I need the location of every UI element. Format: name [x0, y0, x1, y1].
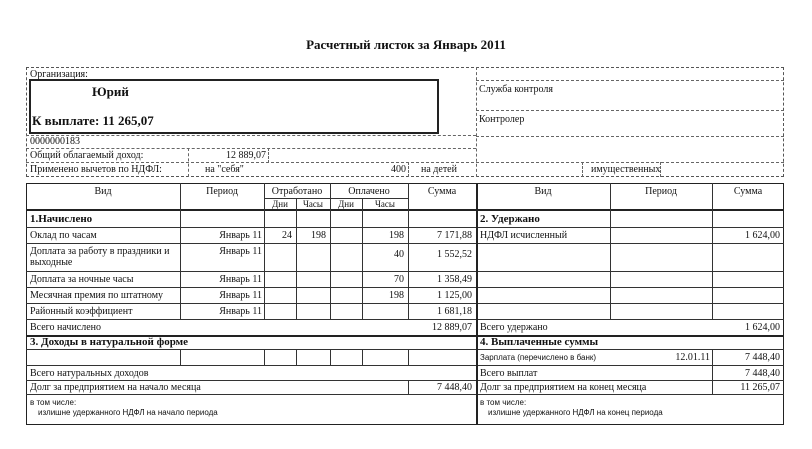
withheld-sum: 1 624,00	[745, 230, 780, 241]
section-accrued: 1.Начислено	[30, 213, 93, 225]
accrued-period: Январь 11	[219, 274, 262, 285]
deduction-label: Применено вычетов по НДФЛ:	[30, 164, 162, 175]
payout-amount: К выплате: 11 265,07	[32, 113, 154, 128]
accrued-total: 12 889,07	[432, 322, 472, 333]
header-period-right: Период	[645, 186, 677, 197]
service-label: Служба контроля	[479, 84, 553, 95]
header-kind: Вид	[94, 186, 112, 197]
accrued-name: Районный коэффициент	[30, 306, 133, 317]
accrued-total-label: Всего начислено	[30, 322, 102, 333]
paidout-total-label: Всего выплат	[480, 368, 538, 379]
children-deduction-label: на детей	[421, 164, 457, 175]
header-kind-right: Вид	[534, 186, 552, 197]
accrued-paid-hours: 198	[389, 290, 404, 301]
taxable-value: 12 889,07	[226, 150, 266, 161]
debt-start-label: Долг за предприятием на начало месяца	[30, 382, 201, 393]
accrued-name: Месячная премия по штатному	[30, 290, 164, 301]
header-paid-hours: Часы	[375, 199, 395, 209]
natural-total-label: Всего натуральных доходов	[30, 368, 149, 379]
controller-label: Контролер	[479, 114, 525, 125]
property-deduction-label: имущественных	[591, 164, 661, 175]
accrued-sum: 1 125,00	[437, 290, 472, 301]
withheld-total: 1 624,00	[745, 322, 780, 333]
page-title: Расчетный листок за Январь 2011	[306, 37, 506, 52]
debt-end-value: 11 265,07	[740, 382, 780, 393]
debt-end-label: Долг за предприятием на конец месяца	[480, 382, 647, 393]
debt-start-value: 7 448,40	[437, 382, 472, 393]
employee-number: 0000000183	[30, 136, 80, 147]
accrued-paid-hours: 198	[389, 230, 404, 241]
accrued-name: Доплата за ночные часы	[30, 274, 134, 285]
taxable-label: Общий облагаемый доход:	[30, 150, 144, 161]
accrued-worked-days: 24	[282, 230, 292, 241]
accrued-worked-hours: 198	[311, 230, 326, 241]
section-natural: 3. Доходы в натуральной форме	[30, 336, 189, 348]
section-paidout: 4. Выплаченные суммы	[480, 336, 599, 348]
accrued-period: Январь 11	[219, 306, 262, 317]
section-withheld: 2. Удержано	[480, 213, 540, 225]
accrued-name: Оклад по часам	[30, 230, 97, 241]
employee-name: Юрий	[92, 84, 129, 99]
paidout-row-sum: 7 448,40	[745, 352, 780, 363]
accrued-period: Январь 11	[219, 246, 262, 257]
header-sum-right: Сумма	[733, 186, 763, 197]
accrued-sum: 1 681,18	[437, 306, 472, 317]
self-deduction-label: на "себя"	[205, 164, 244, 175]
header-paid: Оплачено	[348, 186, 390, 197]
paidout-row-date: 12.01.11	[675, 352, 710, 363]
incl-label-right: в том числе:	[480, 398, 527, 407]
accrued-paid-hours: 70	[394, 274, 404, 285]
accrued-sum: 1 358,49	[437, 274, 472, 285]
accrued-period: Январь 11	[219, 290, 262, 301]
accrued-paid-hours: 40	[394, 249, 404, 260]
header-worked: Отработано	[271, 186, 323, 197]
accrued-period: Январь 11	[219, 230, 262, 241]
debt-start-note: излишне удержанного НДФЛ на начало периода	[38, 408, 218, 417]
withheld-name: НДФЛ исчисленный	[480, 230, 568, 241]
header-paid-days: Дни	[338, 199, 354, 209]
paidout-total: 7 448,40	[745, 368, 780, 379]
withheld-total-label: Всего удержано	[480, 322, 548, 333]
debt-end-note: излишне удержанного НДФЛ на конец периода	[488, 408, 663, 417]
header-period: Период	[206, 186, 238, 197]
accrued-sum: 7 171,88	[437, 230, 472, 241]
self-deduction-value: 400	[391, 164, 406, 175]
header-worked-hours: Часы	[303, 199, 323, 209]
incl-label-left: в том числе:	[30, 398, 77, 407]
accrued-sum: 1 552,52	[437, 249, 472, 260]
paidout-row-name: Зарплата (перечислено в банк)	[480, 353, 597, 362]
accrued-name: Доплата за работу в праздники и выходные	[30, 246, 170, 268]
org-label: Организация:	[30, 69, 88, 80]
header-worked-days: Дни	[272, 199, 288, 209]
header-sum: Сумма	[427, 186, 457, 197]
